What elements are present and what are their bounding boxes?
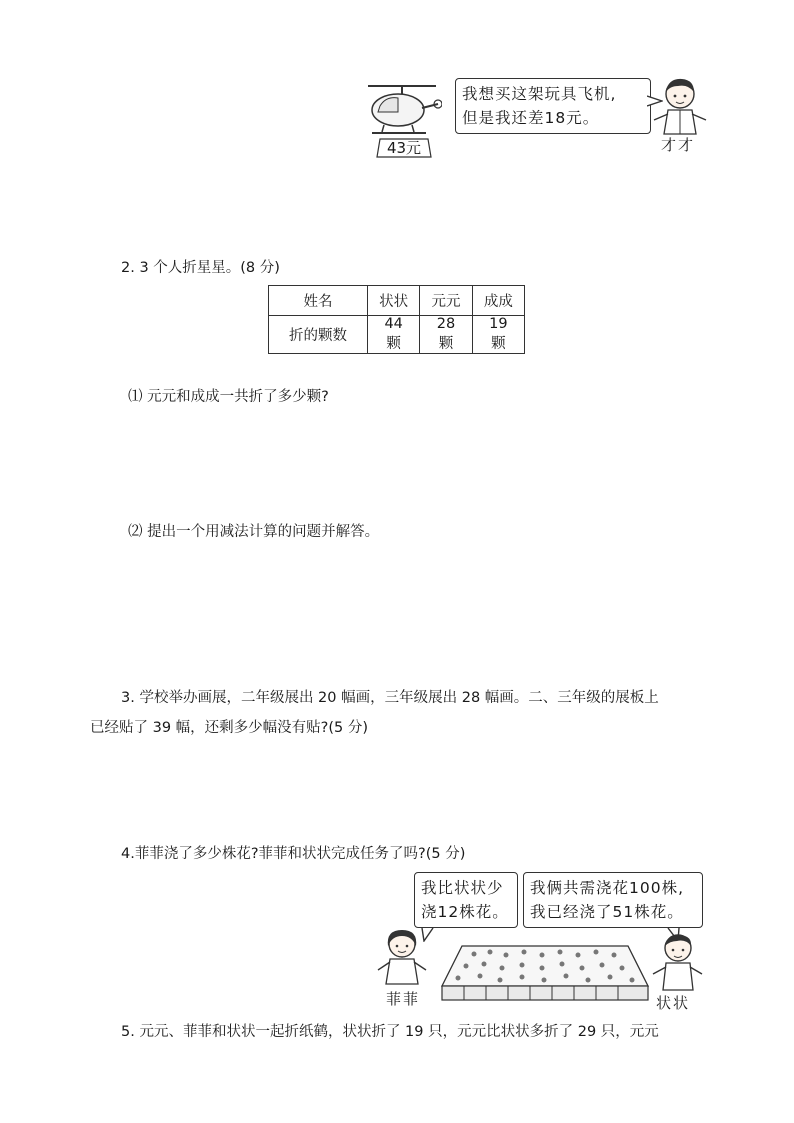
- bubble-line: 我想买这架玩具飞机,: [462, 85, 617, 103]
- table-header-row: [269, 286, 525, 316]
- question-2-sub-1: ⑴ 元元和成成一共折了多少颗?: [128, 389, 329, 405]
- table-cell: 28 颗: [420, 316, 472, 354]
- bubble-line: 浇12株花。: [421, 903, 509, 921]
- question-2-title: 2. 3 个人折星星。(8 分): [121, 260, 280, 276]
- speech-bubble-zhuangzhuang: [523, 872, 703, 928]
- table-row: [269, 316, 525, 354]
- girl-feifei-illustration: [374, 926, 432, 986]
- table-header-cell: 姓名: [269, 286, 368, 316]
- boy-cai-illustration: [650, 74, 708, 138]
- speech-bubble-feifei: [414, 872, 518, 928]
- question-3-line-1: 3. 学校举办画展，二年级展出 20 幅画，三年级展出 28 幅画。二、三年级的展板上: [121, 690, 659, 706]
- speaker-name-feifei: 菲菲: [386, 990, 421, 1008]
- bubble-line: 我俩共需浇花100株,: [530, 879, 685, 897]
- bubble-line: 我比状状少: [421, 879, 504, 897]
- speaker-name-cai: 才才: [661, 136, 696, 154]
- speaker-name-zhuangzhuang: 状状: [656, 994, 691, 1012]
- price-tag: [376, 138, 432, 158]
- question-4-title: 4.菲菲浇了多少株花?菲菲和状状完成任务了吗?(5 分): [121, 846, 466, 862]
- bubble-line: 我已经浇了51株花。: [530, 903, 684, 921]
- table-cell: 19 颗: [472, 316, 524, 354]
- question-3-line-2: 已经贴了 39 幅，还剩多少幅没有贴?(5 分): [90, 720, 369, 736]
- speech-bubble-cai: [455, 78, 651, 134]
- table-cell: 44 颗: [368, 316, 420, 354]
- bubble-line: 但是我还差18元。: [462, 109, 600, 127]
- flower-garden-illustration: [434, 938, 656, 1004]
- question-2-sub-2: ⑵ 提出一个用减法计算的问题并解答。: [128, 524, 380, 540]
- table-header-cell: 元元: [420, 286, 472, 316]
- table-header-cell: 状状: [368, 286, 420, 316]
- question-5-line-1: 5. 元元、菲菲和状状一起折纸鹤，状状折了 19 只，元元比状状多折了 29 只，元元: [121, 1024, 659, 1040]
- table-cell: 折的颗数: [269, 316, 368, 354]
- star-count-table: [268, 285, 525, 354]
- boy-zhuangzhuang-illustration: [650, 930, 706, 992]
- price-tag-label: 43元: [386, 139, 422, 157]
- table-header-cell: 成成: [472, 286, 524, 316]
